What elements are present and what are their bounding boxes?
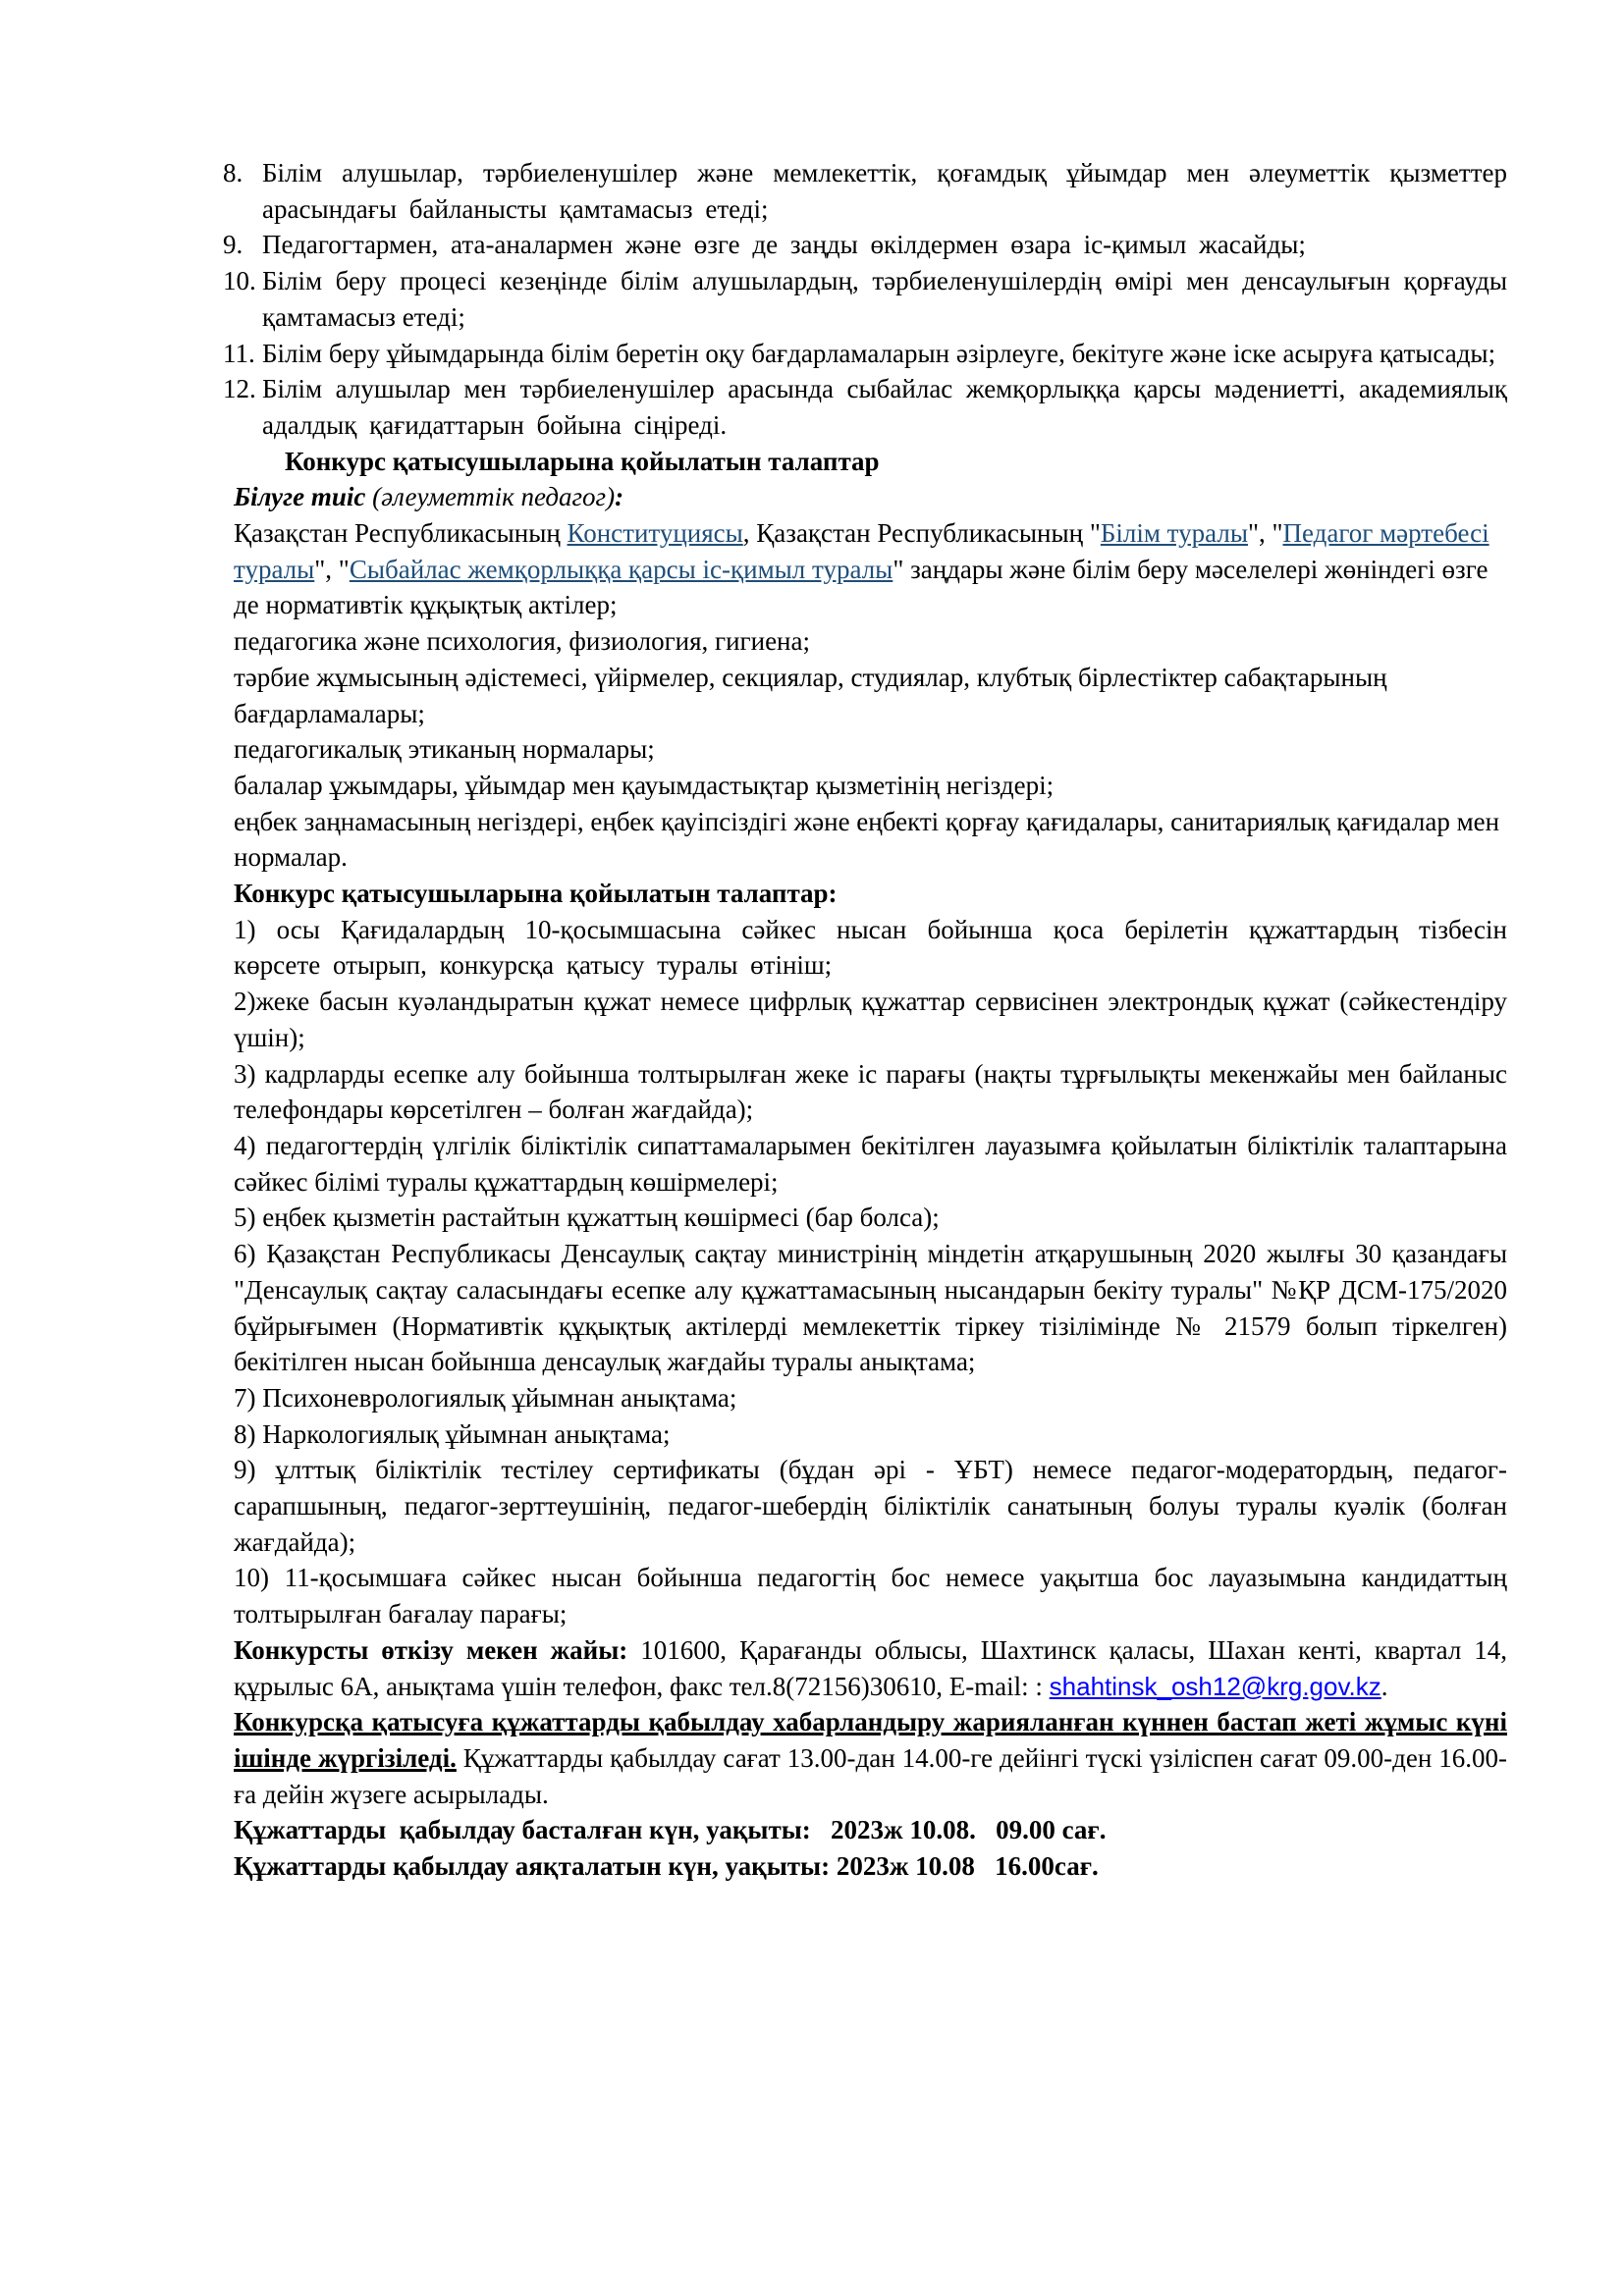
requirement-item: 8) Наркологиялық ұйымнан анықтама;: [234, 1418, 671, 1449]
requirement-item: 9) ұлттық біліктілік тестілеу сертификаты (бұдан әрі - ҰБТ) немесе педагог-модератордың, педагог-сарапшының, педагог-зерттеушінің, педагог-шебердің біліктілік санатының болуы туралы куәлік (болған жағдайда);: [234, 1455, 1507, 1557]
acceptance-hours: Құжаттарды қабылдау сағат 13.00-дан 14.00-ге дейінгі түскі үзіліспен сағат 09.00-ден 16.00-ға дейін жүзеге асырылады.: [234, 1742, 1507, 1809]
list-item: [223, 155, 1507, 227]
duties-list: [223, 155, 1507, 444]
anticorruption-law-link[interactable]: Сыбайлас жемқорлыққа қарсы іс-қимыл туралы: [349, 554, 893, 584]
list-text: Педагогтармен, ата-аналармен және өзге де заңды өкілдермен өзара іс-қимыл жасайды;: [262, 230, 1306, 260]
laws-text: ", ": [1247, 518, 1283, 549]
address-text: 101600, Қарағанды облысы, Шахтинск қаласы, Шахан кенті, квартал 14, құрылыс 6А, анықтама үшін телефон, факс тел.8(72156)30610, E-mail: :: [234, 1634, 1507, 1701]
list-number: 8.: [223, 158, 244, 187]
requirement-item: 3) кадрларды есепке алу бойынша толтырылған жеке іс парағы (нақты тұрғылықты мекенжайы мен байланыс телефондары көрсетілген – болған жағдайда);: [234, 1058, 1507, 1125]
laws-text: ", ": [314, 554, 350, 584]
list-text: Білім алушылар, тәрбиеленушілер және мемлекеттік, қоғамдық ұйымдар мен әлеуметтік қызметтер арасындағы байланысты қамтамасыз етеді;: [262, 158, 1507, 224]
laws-text: , Қазақстан Республикасының ": [742, 518, 1101, 549]
list-item: [223, 336, 1507, 372]
list-item: [223, 263, 1507, 335]
constitution-link[interactable]: Конституциясы: [567, 518, 743, 549]
knowledge-item: еңбек заңнамасының негіздері, еңбек қауіпсіздігі және еңбекті қорғау қағидалары, санитариялық қағидалар мен нормалар.: [234, 806, 1500, 873]
must-know-colon: :: [615, 482, 624, 512]
knowledge-item: балалар ұжымдары, ұйымдар мен қауымдастықтар қызметінің негіздері;: [234, 770, 1055, 800]
document-page: [223, 155, 1507, 1885]
laws-prefix: Қазақстан Республикасының: [234, 518, 568, 549]
end-date: Құжаттарды қабылдау аяқталатын күн, уақыты: 2023ж 10.08 16.00сағ.: [234, 1851, 1099, 1882]
start-date: Құжаттарды қабылдау басталған күн, уақыты: 2023ж 10.08. 09.00 сағ.: [234, 1815, 1107, 1845]
list-number: 9.: [223, 230, 244, 260]
list-item: [223, 371, 1507, 443]
teacher-status-law-link[interactable]: Педагог мәртебесі туралы: [234, 518, 1489, 584]
requirement-item: 4) педагогтердің үлгілік біліктілік сипаттамаларымен бекітілген лауазымға қойылатын біліктілік талаптарына сәйкес білімі туралы құжаттардың көшірмелері;: [234, 1130, 1507, 1197]
knowledge-item: педагогикалық этиканың нормалары;: [234, 734, 655, 765]
section-heading: Конкурс қатысушыларына қойылатын талаптар: [285, 446, 880, 476]
list-number: 12.: [223, 374, 256, 404]
requirements-heading: Конкурс қатысушыларына қойылатын талаптар:: [234, 879, 838, 909]
requirement-item: 7) Психоневрологиялық ұйымнан анықтама;: [234, 1382, 737, 1413]
must-know-role: (әлеуметтік педагог): [372, 482, 616, 512]
requirement-item: 1) осы Қағидалардың 10-қосымшасына сәйкес нысан бойынша қоса берілетін құжаттардың тізбесін көрсете отырып, конкурсқа қатысу туралы өтініш;: [234, 914, 1507, 981]
list-number: 11.: [223, 338, 255, 368]
list-item: [223, 227, 1507, 263]
list-text: Білім беру процесі кезеңінде білім алушылардың, тәрбиеленушілердің өмірі мен денсаулығын қорғауды қамтамасыз етеді;: [262, 266, 1507, 332]
education-law-link[interactable]: Білім туралы: [1100, 518, 1248, 549]
list-text: Білім беру ұйымдарында білім беретін оқу бағдарламаларын әзірлеуге, бекітуге және іске асыруға қатысады;: [262, 338, 1496, 368]
knowledge-item: педагогика және психология, физиология, гигиена;: [234, 626, 810, 657]
knowledge-item: тәрбие жұмысының әдістемесі, үйірмелер, секциялар, студиялар, клубтық бірлестіктер сабақтарының бағдарламалары;: [234, 662, 1387, 728]
list-number: 10.: [223, 266, 256, 296]
email-suffix: .: [1380, 1671, 1388, 1701]
list-text: Білім алушылар мен тәрбиеленушілер арасында сыбайлас жемқорлыққа қарсы мәдениетті, академиялық адалдық қағидаттарын бойына сіңіреді.: [262, 374, 1507, 440]
laws-paragraph: [234, 515, 1507, 623]
acceptance-paragraph: [234, 1704, 1507, 1812]
must-know-label: Білуге тиіс: [234, 482, 366, 512]
requirement-item: 2)жеке басын куәландыратын құжат немесе цифрлық құжаттар сервисінен электрондық құжат (сәйкестендіру үшін);: [234, 987, 1507, 1052]
acceptance-notice: Конкурсқа қатысуға құжаттарды қабылдау хабарландыру жарияланған күннен бастап жеті жұмыс күні ішінде жүргізіледі.: [234, 1707, 1507, 1773]
requirement-item: 5) еңбек қызметін растайтын құжаттың көшірмесі (бар болса);: [234, 1202, 940, 1233]
requirement-item: 10) 11-қосымшаға сәйкес нысан бойынша педагогтің бос немесе уақытша бос лауазымына кандидаттың толтырылған бағалау парағы;: [234, 1563, 1507, 1629]
laws-suffix: " заңдары және білім беру мәселелері жөніндегі өзге де нормативтік құқықтық актілер;: [234, 554, 1489, 620]
address-paragraph: [234, 1632, 1507, 1704]
email-link[interactable]: shahtinsk_osh12@krg.gov.kz: [1049, 1671, 1381, 1701]
requirement-item: 6) Қазақстан Республикасы Денсаулық сақтау министрінің міндетін атқарушының 2020 жылғы 30 қазандағы "Денсаулық сақтау саласындағы есепке алу құжаттамасының нысандарын бекіту туралы" №ҚР ДСМ-175/2020 бұйрығымен (Нормативтік құқықтық актілерді мемлекеттік тіркеу тізілімінде № 21579 болып тіркелген) бекітілген нысан бойынша денсаулық жағдайы туралы анықтама;: [234, 1239, 1507, 1377]
address-label: Конкурсты өткізу мекен жайы:: [234, 1634, 628, 1665]
must-know-line: [234, 479, 1507, 515]
